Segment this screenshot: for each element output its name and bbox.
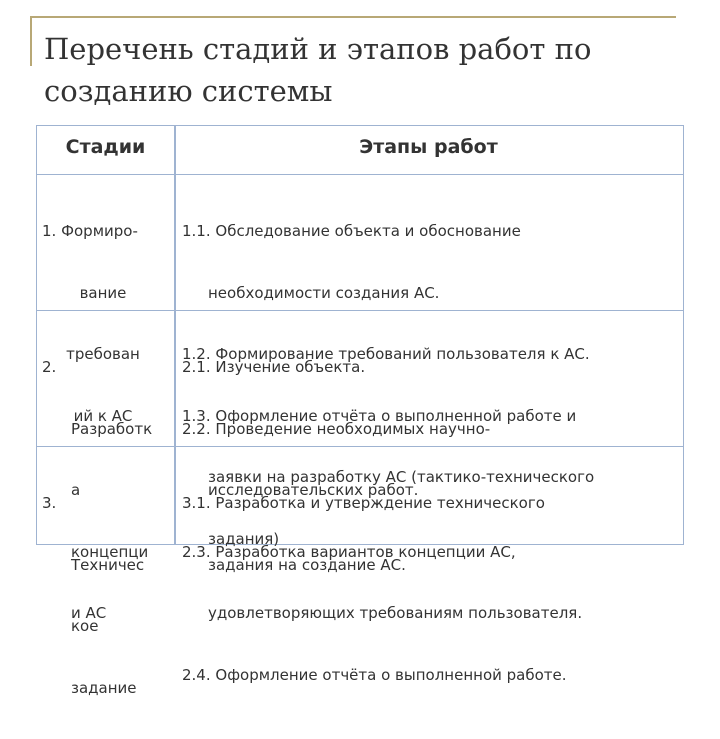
- page-title: [44, 28, 664, 112]
- work-item: необходимости создания АС.: [208, 283, 440, 302]
- work-item: исследовательских работ.: [208, 481, 419, 499]
- title-line-2: созданию системы: [44, 74, 333, 108]
- work-item: заявки на разработку АС (тактико-технического: [208, 468, 595, 486]
- stage-text: концепци: [71, 542, 149, 561]
- work-item: удовлетворяющих требованиям пользователя.: [208, 604, 583, 622]
- works-cell: [182, 452, 678, 616]
- work-item: 1.3. Оформление отчёта о выполненной работе и: [182, 406, 577, 425]
- stage-text: и АС: [71, 604, 107, 622]
- stage-cell: [42, 452, 170, 739]
- stage-text: а: [71, 481, 81, 499]
- work-item: задания на создание АС.: [208, 555, 406, 574]
- stage-text: 2.: [42, 358, 57, 376]
- title-line-1: Перечень стадий и этапов работ по: [44, 32, 592, 66]
- stage-text: кое: [71, 617, 99, 635]
- work-item: 2.2. Проведение необходимых научно-: [182, 419, 491, 438]
- stages-table: [36, 125, 684, 697]
- work-item: 2.3. Разработка вариантов концепции АС,: [182, 542, 516, 561]
- work-item: 1.2. Формирование требований пользователя к АС.: [182, 345, 590, 363]
- stage-text: ий к АС: [73, 406, 133, 425]
- header-stages: Стадии: [65, 136, 146, 158]
- stage-text: 1. Формиро-: [42, 222, 138, 240]
- table-header-row: [37, 126, 683, 174]
- title-decoration-line: [30, 16, 676, 18]
- stage-text: Разработк: [71, 419, 153, 438]
- stage-text: 3.: [42, 494, 57, 512]
- stage-text: вание: [79, 283, 127, 302]
- stage-text: требован: [66, 345, 140, 363]
- work-item: задания): [208, 529, 280, 548]
- header-works: Этапы работ: [359, 136, 498, 158]
- stage-text: задание: [71, 678, 137, 697]
- work-item: 2.4. Оформление отчёта о выполненной работе.: [182, 665, 567, 684]
- work-item: 3.1. Разработка и утверждение технического: [182, 494, 545, 512]
- stage-text: Техничес: [71, 555, 145, 574]
- work-item: 2.1. Изучение объекта.: [182, 358, 366, 376]
- work-item: 1.1. Обследование объекта и обоснование: [182, 222, 521, 240]
- title-decoration-bar: [30, 16, 32, 66]
